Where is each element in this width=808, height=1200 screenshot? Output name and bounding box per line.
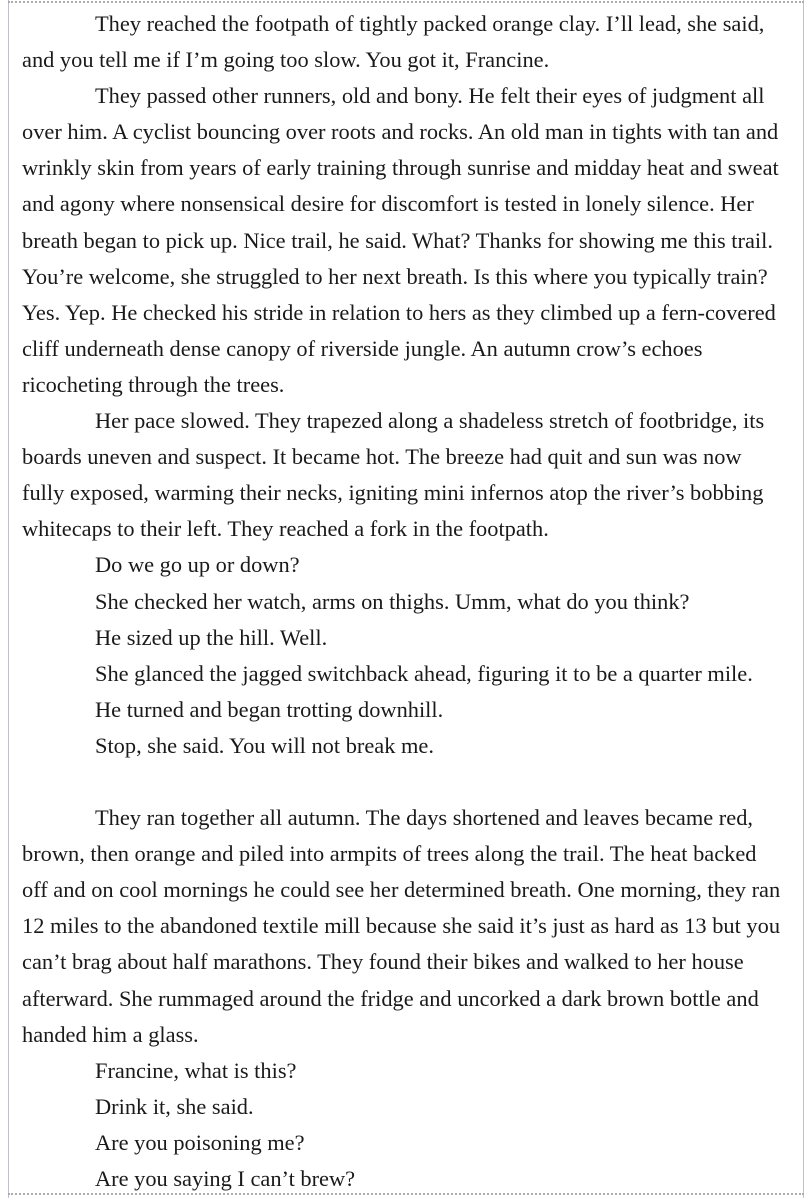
paragraph: Drink it, she said.	[95, 1093, 254, 1119]
document-body	[22, 6, 782, 1197]
page-top-edge	[8, 1, 804, 3]
paragraph: Her pace slowed. They trapezed along a shadeless stretch of footbridge, its boards uneven and suspect. It became hot. The breeze had quit and sun was now fully exposed, warming their necks, igniting mini infernos atop the river’s bobbing whitecaps to their left. They reached a fork in the footpath.	[22, 408, 765, 542]
paragraph: Are you saying I can’t brew?	[95, 1166, 356, 1191]
paragraph: They passed other runners, old and bony. He felt their eyes of judgment all over him. A cyclist bouncing over roots and rocks. An old man in tights with tan and wrinkly skin from years of early training through sunrise and midday heat and sweat and agony where nonsensical desire for discomfort is tested in lonely silence. Her breath began to pick up. Nice trail, he said. What? Thanks for showing me this trail. You’re welcome, she struggled to her next breath. Is this where you typically train? Yes. Yep. He checked his stride in relation to hers as they climbed up a fern-covered cliff underneath dense canopy of riverside jungle. An autumn crow’s echoes ricocheting through the trees.	[22, 83, 779, 397]
paragraph: Francine, what is this?	[95, 1057, 297, 1083]
paragraph: Are you poisoning me?	[95, 1129, 305, 1155]
section-break	[22, 764, 782, 800]
paragraph: They ran together all autumn. The days shortened and leaves became red, brown, then orange and piled into armpits of trees along the trail. The heat backed off and on cool mornings he could see her determined breath. One morning, they ran 12 miles to the abandoned textile mill because she said it’s just as hard as 13 but you can’t brag about half marathons. They found their bikes and walked to her house afterward. She rummaged around the fridge and uncorked a dark brown bottle and handed him a glass.	[22, 805, 781, 1047]
paragraph: They reached the footpath of tightly packed orange clay. I’ll lead, she said, and you tell me if I’m going too slow. You got it, Francine.	[22, 11, 765, 73]
paragraph: He turned and began trotting downhill.	[95, 696, 444, 722]
paragraph: Do we go up or down?	[95, 552, 300, 578]
paragraph: He sized up the hill. Well.	[95, 624, 328, 650]
paragraph: She checked her watch, arms on thighs. Umm, what do you think?	[95, 588, 690, 614]
paragraph: She glanced the jagged switchback ahead, figuring it to be a quarter mile.	[95, 660, 753, 686]
paragraph: Stop, she said. You will not break me.	[95, 732, 434, 758]
